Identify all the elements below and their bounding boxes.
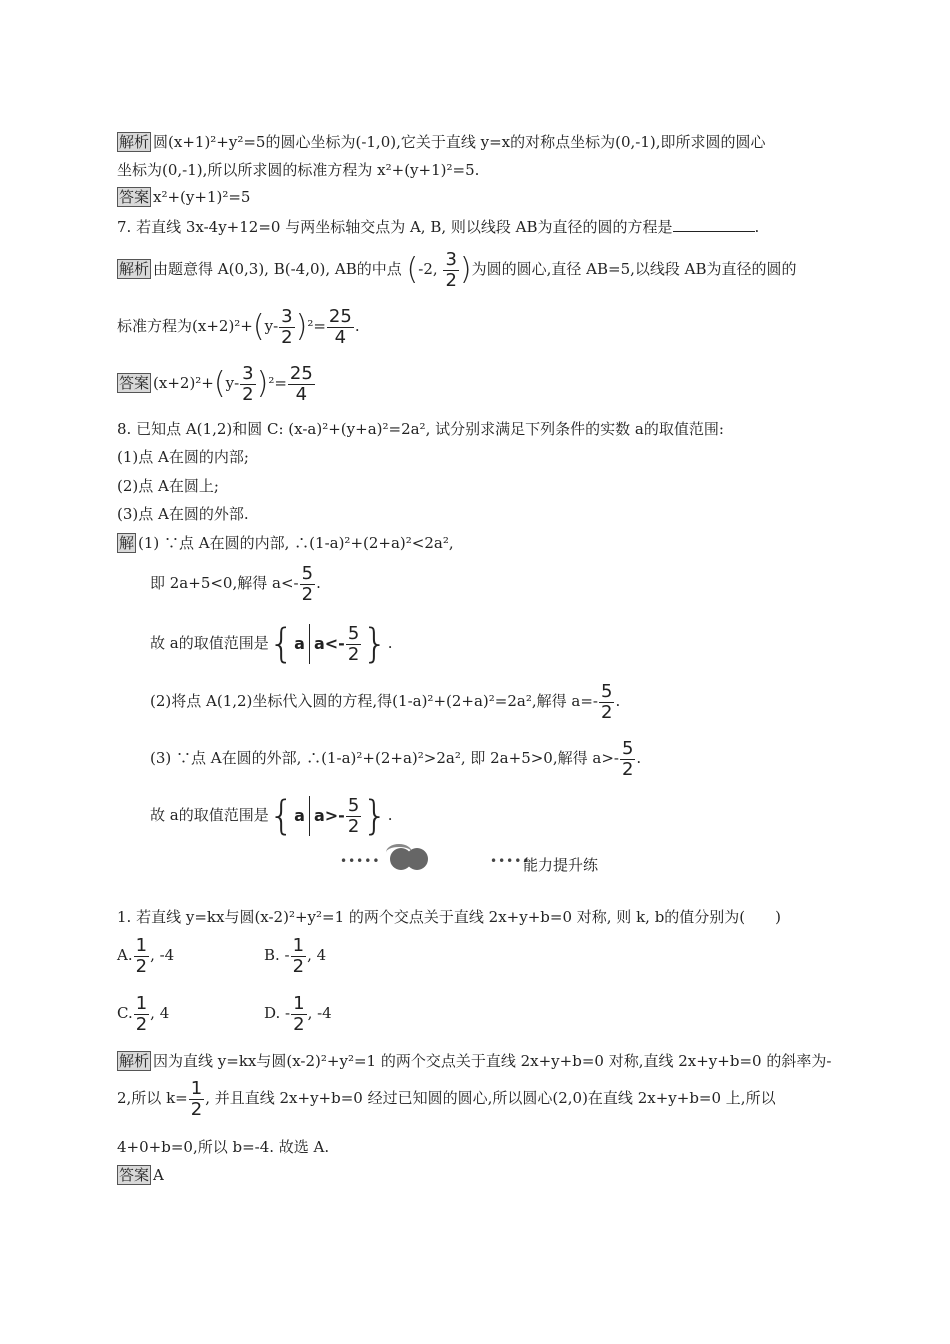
q8-c2-text: (2)点 A在圆上;	[117, 477, 219, 495]
numerator: 1	[292, 934, 305, 956]
denominator: 4	[295, 383, 308, 405]
period: .	[387, 806, 393, 824]
option-value: , -4	[307, 1004, 332, 1022]
fraction-5-2	[346, 624, 361, 665]
answer-tag: 答案	[119, 1166, 150, 1184]
q1-analysis-text3: 4+0+b=0,所以 b=-4. 故选 A.	[117, 1138, 330, 1156]
set-condition: a>-	[313, 806, 345, 825]
period: .	[615, 692, 621, 710]
q8-range-text: 故 a的取值范围是	[150, 634, 269, 652]
numerator: 3	[445, 248, 457, 270]
q1-question-text: 1. 若直线 y=kx与圆(x-2)²+y²=1 的两个交点关于直线 2x+y+b=0 对称, 则 k, b的值分别为( )	[117, 908, 782, 926]
fraction-3-2	[240, 364, 255, 405]
right-paren: )	[295, 309, 308, 344]
fraction-5-2	[346, 796, 361, 837]
denominator: 2	[135, 955, 148, 977]
option-label: A.	[117, 946, 133, 964]
section-divider	[340, 846, 640, 874]
denominator: 2	[281, 326, 293, 348]
q8-question	[117, 418, 724, 440]
denominator: 2	[445, 269, 457, 291]
denominator: 2	[600, 701, 613, 723]
option-label: D. -	[264, 1004, 291, 1022]
q8-range-3	[150, 790, 393, 841]
q7-question-text: 7. 若直线 3x-4y+12=0 与两坐标轴交点为 A, B, 则以线段 AB为直径的圆的方程是	[117, 218, 673, 236]
denominator: 2	[347, 815, 360, 837]
q7-sq-eq: ²=	[307, 317, 326, 335]
q7-answer-blank	[673, 217, 755, 232]
q8-question-text: 8. 已知点 A(1,2)和圆 C: (x-a)²+(y+a)²=2a², 试分别求满足下列条件的实数 a的取值范围:	[117, 420, 724, 438]
option-value: , 4	[307, 946, 327, 964]
q8-solution-2	[150, 678, 620, 724]
right-paren: )	[459, 252, 472, 287]
q8-condition-3	[117, 503, 249, 525]
q8-s2-text: (2)将点 A(1,2)坐标代入圆的方程,得(1-a)²+(2+a)²=2a²,解得 a=-	[150, 692, 598, 710]
answer-tag: 答案	[119, 188, 150, 206]
p6-analysis-line1	[117, 131, 766, 153]
set-bar	[309, 796, 310, 836]
right-brace: }	[362, 621, 388, 667]
period: .	[636, 749, 642, 767]
q1-analysis-text2b: , 并且直线 2x+y+b=0 经过已知圆的圆心,所以圆心(2,0)在直线 2x+y+b=0 上,所以	[205, 1089, 776, 1107]
q7-question	[117, 216, 759, 238]
q8-s1-text: (1) ∵点 A在圆的内部, ∴(1-a)²+(2+a)²<2a²,	[138, 534, 454, 552]
q8-range-text: 故 a的取值范围是	[150, 806, 269, 824]
divider-dots-right: •••••	[490, 854, 531, 868]
q1-analysis-text2a: 2,所以 k=	[117, 1089, 188, 1107]
period: .	[316, 574, 321, 592]
left-paren: (	[406, 252, 419, 287]
p6-analysis-text2: 坐标为(0,-1),所以所求圆的标准方程为 x²+(y+1)²=5.	[117, 161, 480, 179]
q7-analysis-text2: 为圆的圆心,直径 AB=5,以线段 AB为直径的圆的	[471, 260, 797, 278]
set-notation	[269, 791, 388, 841]
denominator: 2	[621, 758, 634, 780]
fraction-1-2	[134, 936, 149, 977]
fraction-25-4	[288, 364, 315, 405]
q1-option-a[interactable]	[117, 932, 174, 978]
set-var: a	[294, 634, 305, 653]
numerator: 3	[281, 305, 293, 327]
q1-analysis-text1: 因为直线 y=kx与圆(x-2)²+y²=1 的两个交点关于直线 2x+y+b=0 对称,直线 2x+y+b=0 的斜率为-	[153, 1052, 832, 1070]
p6-answer-line	[117, 186, 250, 208]
denominator: 2	[293, 1013, 305, 1035]
numerator: 1	[135, 934, 148, 956]
q8-solution-1b	[150, 560, 321, 606]
fraction-1-2	[134, 994, 149, 1035]
left-brace: {	[268, 793, 295, 839]
denominator: 2	[301, 583, 314, 605]
q8-c3-text: (3)点 A在圆的外部.	[117, 505, 249, 523]
denominator: 2	[190, 1098, 203, 1120]
fraction-1-2	[189, 1079, 204, 1120]
q8-s1b-text: 即 2a+5<0,解得 a<-	[150, 574, 299, 592]
option-value: , 4	[150, 1004, 170, 1022]
denominator: 2	[292, 955, 305, 977]
q7-eq-left: (x+2)²+	[192, 317, 253, 335]
fraction-3-2	[443, 250, 458, 291]
divider-circle-icon	[406, 848, 428, 870]
q1-option-b[interactable]	[264, 932, 326, 978]
numerator: 1	[190, 1077, 203, 1099]
q1-option-d[interactable]	[264, 990, 332, 1036]
numerator: 3	[242, 362, 254, 384]
fraction-25-4	[327, 307, 354, 348]
q1-analysis-line2	[117, 1075, 776, 1121]
left-brace: {	[268, 621, 295, 667]
p6-analysis-line2	[117, 159, 479, 181]
fraction-5-2	[300, 564, 315, 605]
option-value: , -4	[150, 946, 175, 964]
q1-answer-text: A	[153, 1166, 164, 1184]
right-paren: )	[256, 366, 269, 401]
left-paren: (	[252, 309, 265, 344]
option-label: C.	[117, 1004, 133, 1022]
q7-eq-left: (x+2)²+	[153, 374, 214, 392]
q8-s3-text: (3) ∵点 A在圆的外部, ∴(1-a)²+(2+a)²>2a², 即 2a+5>0,解得 a>-	[150, 749, 619, 767]
fraction-5-2	[620, 739, 635, 780]
fraction-5-2	[599, 682, 614, 723]
set-var: a	[294, 806, 305, 825]
numerator: 25	[328, 305, 352, 327]
q1-question	[117, 906, 781, 928]
set-bar	[309, 624, 310, 664]
option-label: B. -	[264, 946, 290, 964]
numerator: 5	[600, 680, 613, 702]
numerator: 1	[293, 992, 305, 1014]
analysis-tag: 解析	[119, 133, 150, 151]
q1-answer-line	[117, 1164, 164, 1186]
left-paren: (	[213, 366, 226, 401]
q7-sq-eq: ²=	[268, 374, 287, 392]
q7-analysis-line2	[117, 303, 360, 349]
numerator: 5	[347, 622, 360, 644]
numerator: 25	[289, 362, 313, 384]
fraction-3-2	[279, 307, 294, 348]
denominator: 2	[135, 1013, 148, 1035]
denominator: 2	[347, 643, 360, 665]
section-title: 能力提升练	[523, 856, 599, 874]
numerator: 5	[621, 737, 634, 759]
divider-dots-left: •••••	[340, 854, 381, 868]
q1-analysis-line1	[117, 1050, 831, 1072]
q7-y-part: y-	[264, 317, 279, 335]
q7-midpoint-x: -2,	[418, 260, 438, 278]
q7-answer-line	[117, 360, 316, 406]
right-brace: }	[362, 793, 388, 839]
q7-analysis-text1: 由题意得 A(0,3), B(-4,0), AB的中点	[153, 260, 402, 278]
q1-option-c[interactable]	[117, 990, 169, 1036]
period: .	[354, 317, 360, 335]
q8-condition-2	[117, 475, 219, 497]
set-notation	[269, 619, 388, 669]
q7-std-text: 标准方程为	[117, 317, 193, 335]
q8-solution-1	[117, 532, 454, 554]
q8-solution-3	[150, 735, 641, 781]
fraction-1-2	[291, 936, 306, 977]
q7-question-period: .	[754, 218, 760, 236]
period: .	[387, 634, 393, 652]
numerator: 1	[135, 992, 148, 1014]
q8-c1-text: (1)点 A在圆的内部;	[117, 448, 249, 466]
numerator: 5	[347, 794, 360, 816]
solution-tag: 解	[119, 534, 135, 552]
q7-y-part: y-	[225, 374, 240, 392]
analysis-tag: 解析	[119, 1052, 150, 1070]
numerator: 5	[301, 562, 314, 584]
p6-analysis-text1: 圆(x+1)²+y²=5的圆心坐标为(-1,0),它关于直线 y=x的对称点坐标为(0,-1),即所求圆的圆心	[153, 133, 766, 151]
denominator: 2	[242, 383, 254, 405]
analysis-tag: 解析	[119, 260, 150, 278]
denominator: 4	[334, 326, 347, 348]
set-condition: a<-	[313, 634, 345, 653]
q8-range-1	[150, 618, 393, 669]
q1-analysis-line3	[117, 1136, 329, 1158]
q7-analysis-line1	[117, 246, 797, 292]
fraction-1-2	[291, 994, 306, 1035]
q8-condition-1	[117, 446, 249, 468]
p6-answer-text: x²+(y+1)²=5	[153, 188, 251, 206]
answer-tag: 答案	[119, 374, 150, 392]
